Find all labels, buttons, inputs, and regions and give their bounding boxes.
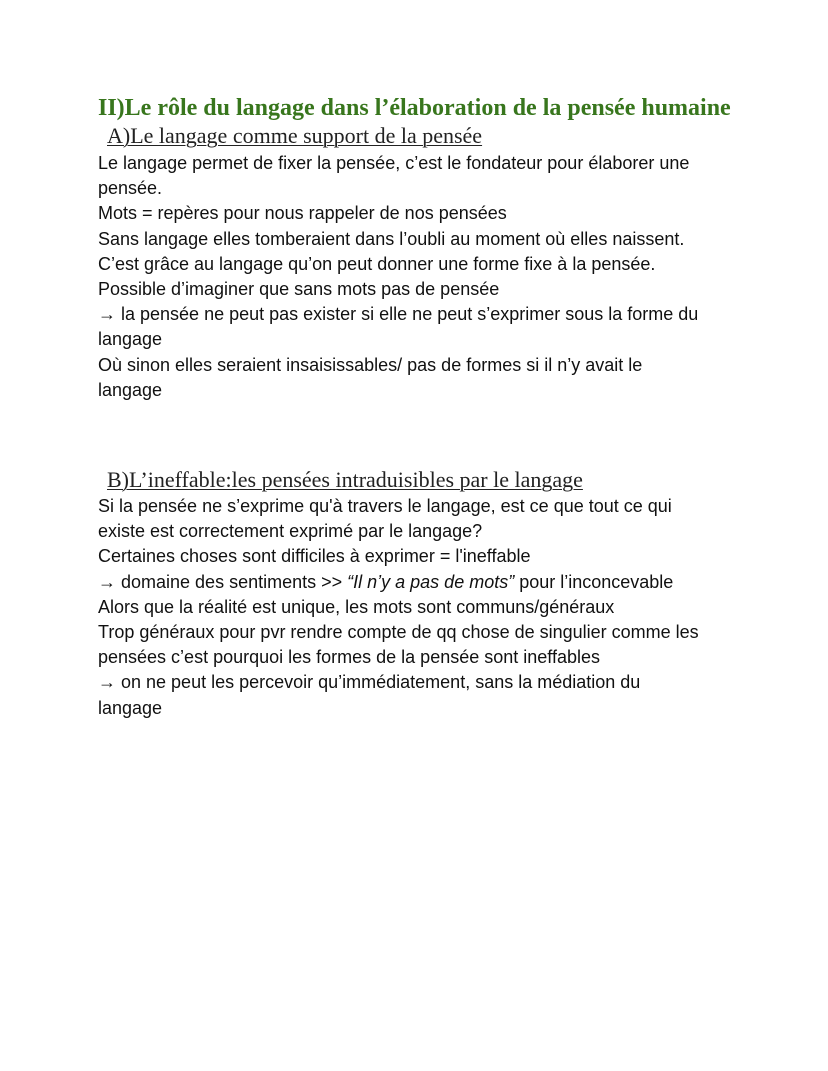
section-b-line: Alors que la réalité est unique, les mots sont communs/généraux: [98, 596, 615, 617]
quote-line-suffix: pour l’inconcevable: [514, 571, 674, 592]
document-page: [98, 94, 758, 721]
section-b-body: [98, 494, 758, 721]
section-b-line: Trop généraux pour pvr rendre compte de qq chose de singulier comme les: [98, 622, 699, 643]
section-b-line: Si la pensée ne s’exprime qu'à travers le langage, est ce que tout ce qui: [98, 496, 672, 517]
section-a-line: langage: [98, 329, 163, 350]
section-spacer: [98, 403, 758, 467]
section-b-line: Certaines choses sont difficiles à exprimer = l'ineffable: [98, 546, 531, 567]
section-a-body: [98, 151, 758, 403]
section-a-line: Sans langage elles tomberaient dans l’oubli au moment où elles naissent.: [98, 228, 685, 249]
section-a-line: C’est grâce au langage qu’on peut donner une forme fixe à la pensée.: [98, 253, 656, 274]
section-b-line: existe est correctement exprimé par le langage?: [98, 521, 483, 542]
section-b-line: pensées c’est pourquoi les formes de la pensée sont ineffables: [98, 647, 600, 668]
section-a-line: pensée.: [98, 178, 163, 199]
section-a-line: Le langage permet de fixer la pensée, c’est le fondateur pour élaborer une: [98, 153, 690, 173]
section-b-heading: B)L’ineffable:les pensées intraduisibles par le langage: [107, 467, 583, 493]
section-a-heading: A)Le langage comme support de la pensée: [107, 123, 483, 148]
quote-text: “Il n’y a pas de mots”: [347, 571, 515, 592]
section-b-line: → on ne peut les percevoir qu’immédiatement, sans la médiation du: [98, 672, 641, 693]
quote-line-prefix: → domaine des sentiments >>: [98, 571, 348, 592]
section-a-line: → la pensée ne peut pas exister si elle ne peut s’exprimer sous la forme du: [98, 304, 699, 325]
section-b-line: langage: [98, 697, 163, 718]
section-a-line: Où sinon elles seraient insaisissables/ pas de formes si il n’y avait le: [98, 354, 643, 375]
page-title: II)Le rôle du langage dans l’élaboration de la pensée humaine: [98, 95, 731, 121]
section-a-line: Possible d’imaginer que sans mots pas de pensée: [98, 279, 500, 300]
section-b-quote-line: [98, 570, 758, 595]
section-a-line: langage: [98, 379, 163, 400]
section-a-line: Mots = repères pour nous rappeler de nos pensées: [98, 203, 507, 224]
